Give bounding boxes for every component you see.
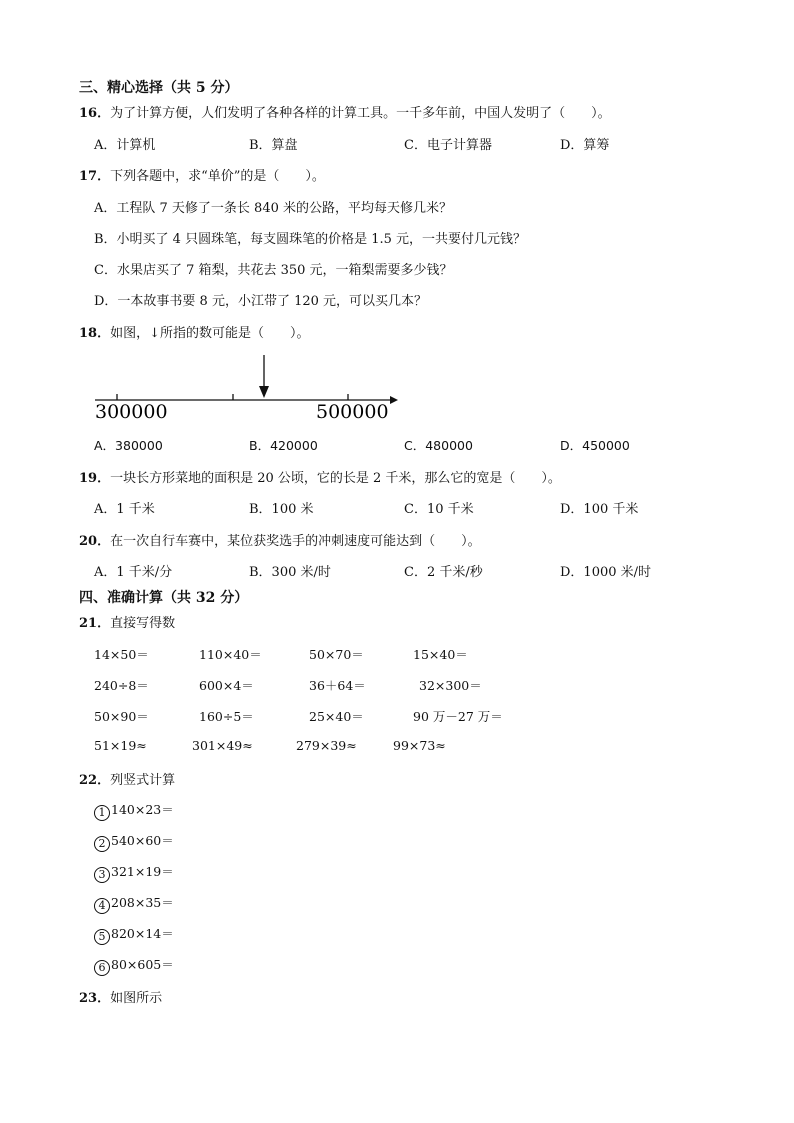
calc-item: 51×19≈ bbox=[94, 738, 147, 753]
circled-number: 3 bbox=[94, 867, 110, 883]
tick-label-right: 500000 bbox=[316, 401, 389, 423]
calc-item: 600×4＝ bbox=[199, 678, 254, 693]
option: A．380000 bbox=[94, 438, 163, 453]
question-18 bbox=[79, 322, 310, 341]
question-number: 21． bbox=[79, 616, 111, 631]
circled-number: 6 bbox=[94, 960, 110, 976]
question-number: 22． bbox=[79, 773, 111, 788]
section-heading: 三、精心选择（共 5 分） bbox=[79, 80, 239, 96]
option: D．100 千米 bbox=[560, 502, 639, 517]
tick-label-left: 300000 bbox=[95, 401, 168, 423]
question-number: 16． bbox=[79, 106, 111, 121]
question-16 bbox=[79, 102, 611, 121]
question-number: 23． bbox=[79, 991, 111, 1006]
question-19 bbox=[79, 467, 561, 486]
option: D．450000 bbox=[560, 438, 630, 453]
number-line-arrowhead bbox=[390, 396, 398, 404]
calc-item: 279×39≈ bbox=[296, 738, 357, 753]
question-22 bbox=[79, 769, 175, 788]
question-number: 19． bbox=[79, 471, 111, 486]
option: B．小明买了 4 只圆珠笔，每支圆珠笔的价格是 1.5 元，一共要付几元钱？ bbox=[94, 232, 527, 247]
question-number: 18． bbox=[79, 326, 111, 341]
calc-item: 25×40＝ bbox=[309, 709, 364, 724]
vertical-calc-item bbox=[94, 831, 174, 852]
calc-expression: 321×19＝ bbox=[111, 864, 174, 879]
option: B．100 米 bbox=[249, 502, 314, 517]
option: C．480000 bbox=[404, 438, 473, 453]
option: A．计算机 bbox=[94, 138, 156, 153]
calc-item: 50×70＝ bbox=[309, 647, 364, 662]
pointer-arrow-icon bbox=[259, 386, 269, 398]
option: B．300 米/时 bbox=[249, 565, 331, 580]
question-text: 在一次自行车赛中，某位获奖选手的冲刺速度可能达到（ ）。 bbox=[110, 534, 481, 549]
option: A．1 千米 bbox=[94, 502, 155, 517]
question-21 bbox=[79, 612, 175, 631]
calc-expression: 208×35＝ bbox=[111, 895, 174, 910]
option: D．算筹 bbox=[560, 138, 610, 153]
option: B．算盘 bbox=[249, 138, 298, 153]
option: B．420000 bbox=[249, 438, 318, 453]
question-text: 一块长方形菜地的面积是 20 公顷，它的长是 2 千米，那么它的宽是（ ）。 bbox=[110, 471, 561, 486]
circled-number: 2 bbox=[94, 836, 110, 852]
calc-item: 301×49≈ bbox=[192, 738, 253, 753]
number-line-figure bbox=[90, 350, 400, 426]
option: A．1 千米/分 bbox=[94, 565, 173, 580]
circled-number: 1 bbox=[94, 805, 110, 821]
calc-item: 99×73≈ bbox=[393, 738, 446, 753]
calc-item: 160÷5＝ bbox=[199, 709, 254, 724]
question-number: 20． bbox=[79, 534, 111, 549]
calc-item: 15×40＝ bbox=[413, 647, 468, 662]
question-text: 直接写得数 bbox=[110, 616, 176, 631]
calc-item: 32×300＝ bbox=[419, 678, 482, 693]
calc-item: 110×40＝ bbox=[199, 647, 262, 662]
calc-item: 36＋64＝ bbox=[309, 678, 366, 693]
question-text: 为了计算方便，人们发明了各种各样的计算工具。一千多年前，中国人发明了（ ）。 bbox=[110, 106, 611, 121]
question-text: 列竖式计算 bbox=[110, 773, 176, 788]
vertical-calc-item bbox=[94, 893, 174, 914]
option: C．10 千米 bbox=[404, 502, 474, 517]
option: C．水果店买了 7 箱梨，共花去 350 元，一箱梨需要多少钱？ bbox=[94, 263, 453, 278]
calc-item: 90 万－27 万＝ bbox=[413, 709, 503, 724]
vertical-calc-item bbox=[94, 800, 174, 821]
calc-item: 50×90＝ bbox=[94, 709, 149, 724]
question-text: 下列各题中，求“单价”的是（ ）。 bbox=[110, 169, 325, 184]
section-heading: 四、准确计算（共 32 分） bbox=[79, 590, 249, 606]
vertical-calc-item bbox=[94, 924, 174, 945]
calc-expression: 820×14＝ bbox=[111, 926, 174, 941]
calc-item: 240÷8＝ bbox=[94, 678, 149, 693]
calc-expression: 80×605＝ bbox=[111, 957, 174, 972]
question-20 bbox=[79, 530, 481, 549]
question-23 bbox=[79, 987, 162, 1006]
circled-number: 5 bbox=[94, 929, 110, 945]
question-text: 如图所示 bbox=[110, 991, 163, 1006]
calc-item: 14×50＝ bbox=[94, 647, 149, 662]
question-17 bbox=[79, 165, 325, 184]
question-number: 17． bbox=[79, 169, 111, 184]
vertical-calc-item bbox=[94, 955, 174, 976]
vertical-calc-item bbox=[94, 862, 174, 883]
calc-expression: 140×23＝ bbox=[111, 802, 174, 817]
option: D．一本故事书要 8 元，小江带了 120 元，可以买几本？ bbox=[94, 294, 428, 309]
option: D．1000 米/时 bbox=[560, 565, 652, 580]
option: C．2 千米/秒 bbox=[404, 565, 483, 580]
question-text: 如图，↓所指的数可能是（ ）。 bbox=[110, 326, 310, 341]
circled-number: 4 bbox=[94, 898, 110, 914]
option: A．工程队 7 天修了一条长 840 米的公路，平均每天修几米？ bbox=[94, 201, 453, 216]
calc-expression: 540×60＝ bbox=[111, 833, 174, 848]
option: C．电子计算器 bbox=[404, 138, 492, 153]
